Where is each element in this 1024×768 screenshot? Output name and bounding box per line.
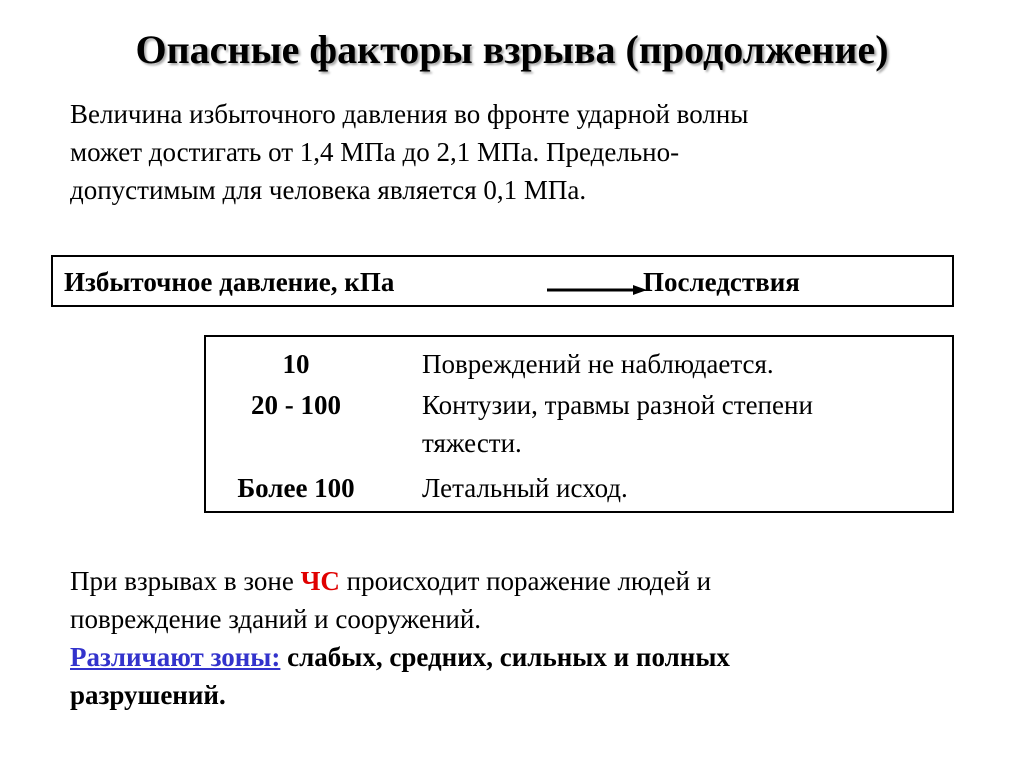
footer-line [70,562,970,600]
footer-line: разрушений. [70,680,226,710]
footer-text: При взрывах в зоне [70,566,301,596]
pressure-consequences-table [204,335,954,513]
intro-paragraph [70,95,970,209]
row-consequence [422,469,942,507]
footer-line [70,638,970,676]
pressure-table-header [51,255,954,307]
row-consequence [422,386,942,462]
arrow-right-icon [547,273,647,304]
intro-line: Величина избыточного давления во фронте ударной волны [70,99,749,129]
slide-title: Опасные факторы взрыва (продолжение) [135,27,889,72]
zones-link[interactable]: Различают зоны: [70,642,281,672]
consequence-line: Контузии, травмы разной степени [422,390,813,420]
consequence-line: Повреждений не наблюдается. [422,349,774,379]
zones-text: слабых, средних, сильных и полных [280,642,730,672]
intro-line: может достигать от 1,4 МПа до 2,1 МПа. Предельно- [70,137,680,167]
footer-line: повреждение зданий и сооружений. [70,604,482,634]
row-pressure: Более 100 [237,473,355,503]
consequence-line: тяжести. [422,428,522,458]
consequence-line: Летальный исход. [422,473,628,503]
header-pressure-label: Избыточное давление, кПа [64,267,395,297]
footer-paragraph [70,562,970,714]
row-pressure: 10 [282,349,310,379]
footer-text: происходит поражение людей и [339,566,712,596]
intro-line: допустимым для человека является 0,1 МПа. [70,175,587,205]
header-consequences-label: Последствия [643,267,800,297]
row-pressure: 20 - 100 [251,390,341,420]
row-consequence [422,345,942,383]
emergency-abbrev: ЧС [300,566,340,596]
